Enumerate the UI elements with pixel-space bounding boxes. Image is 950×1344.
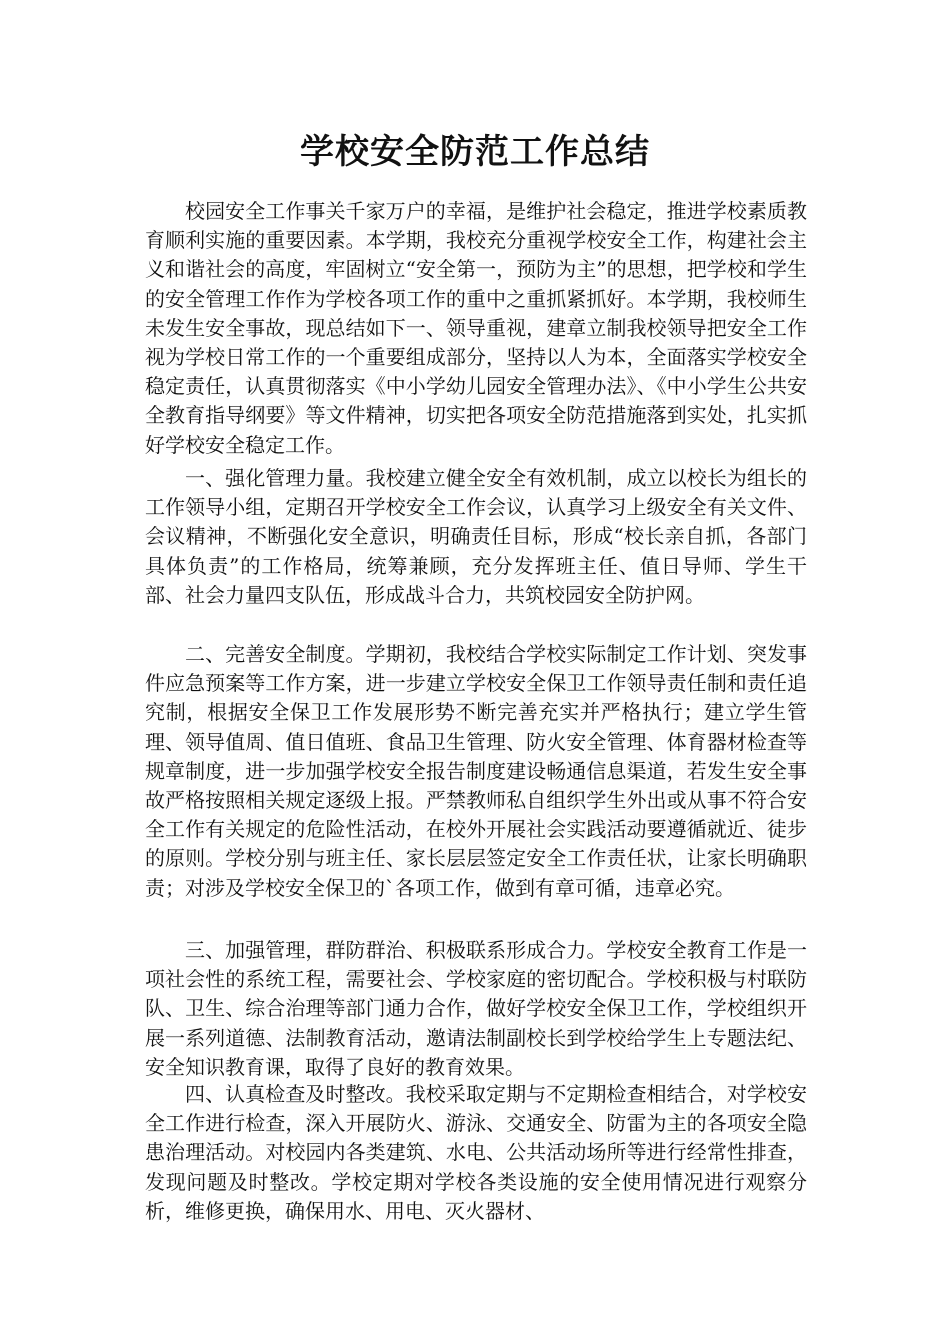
paragraph-section-1: 一、强化管理力量。我校建立健全安全有效机制，成立以校长为组长的工作领导小组，定期召开学校安全工作会议，认真学习上级安全有关文件、会议精神，不断强化安全意识，明确责任目标，形成“校长亲自抓，各部门具体负责”的工作格局，统筹兼顾，充分发挥班主任、值日导师、学生干部、社会力量四支队伍，形成战斗合力，共筑校园安全防护网。	[145, 466, 807, 607]
paragraph-section-4: 四、认真检查及时整改。我校采取定期与不定期检查相结合，对学校安全工作进行检查，深入开展防火、游泳、交通安全、防雷为主的各项安全隐患治理活动。对校园内各类建筑、水电、公共活动场所等进行经常性排查，发现问题及时整改。学校定期对学校各类设施的安全使用情况进行观察分析，维修更换，确保用水、用电、灭火器材、	[145, 1082, 807, 1223]
page-title: 学校安全防范工作总结	[300, 132, 650, 172]
paragraph-section-3: 三、加强管理，群防群治、积极联系形成合力。学校安全教育工作是一项社会性的系统工程，需要社会、学校家庭的密切配合。学校积极与村联防队、卫生、综合治理等部门通力合作，做好学校安全保卫工作，学校组织开展一系列道德、法制教育活动，邀请法制副校长到学校给学生上专题法纪、安全知识教育课，取得了良好的教育效果。	[145, 938, 807, 1079]
paragraph-intro: 校园安全工作事关千家万户的幸福，是维护社会稳定，推进学校素质教育顺利实施的重要因素。本学期，我校充分重视学校安全工作，构建社会主义和谐社会的高度，牢固树立“安全第一，预防为主”的思想，把学校和学生的安全管理工作作为学校各项工作的重中之重抓紧抓好。本学期，我校师生未发生安全事故，现总结如下一、领导重视，建章立制我校领导把安全工作视为学校日常工作的一个重要组成部分，坚持以人为本，全面落实学校安全稳定责任，认真贯彻落实《中小学幼儿园安全管理办法》、《中小学生公共安全教育指导纲要》等文件精神，切实把各项安全防范措施落到实处，扎实抓好学校安全稳定工作。	[145, 199, 807, 457]
paragraph-section-2: 二、完善安全制度。学期初，我校结合学校实际制定工作计划、突发事件应急预案等工作方案，进一步建立学校安全保卫工作领导责任制和责任追究制，根据安全保卫工作发展形势不断完善充实并严格执行；建立学生管理、领导值周、值日值班、食品卫生管理、防火安全管理、体育器材检查等规章制度，进一步加强学校安全报告制度建设畅通信息渠道，若发生安全事故严格按照相关规定逐级上报。严禁教师私自组织学生外出或从事不符合安全工作有关规定的危险性活动，在校外开展社会实践活动要遵循就近、徒步的原则。学校分别与班主任、家长层层签定安全工作责任状，让家长明确职责；对涉及学校安全保卫的`各项工作，做到有章可循，违章必究。	[145, 642, 807, 900]
